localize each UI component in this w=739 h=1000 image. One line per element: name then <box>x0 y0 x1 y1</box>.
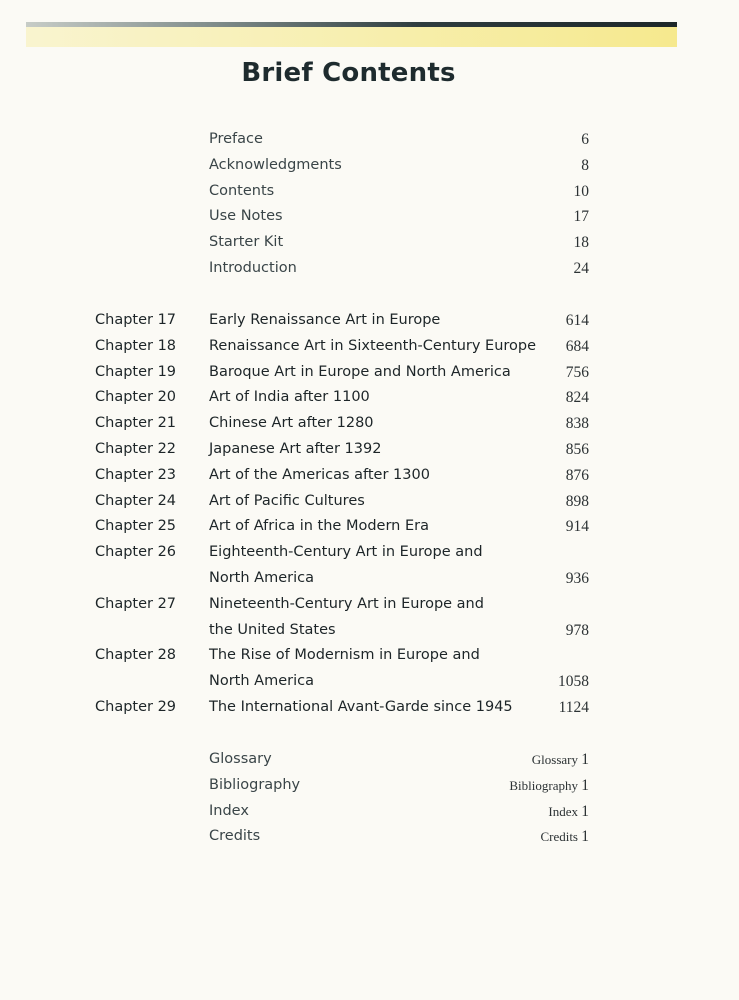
page-number: 1 <box>581 828 589 846</box>
chapter-number: Chapter 21 <box>95 415 177 432</box>
chapter-number: Chapter 19 <box>95 363 177 380</box>
page-label: Credits <box>540 829 578 845</box>
chapter-number: Chapter 22 <box>95 440 177 457</box>
header-band <box>26 27 677 47</box>
page-number: 856 <box>565 440 589 458</box>
chapter-title: Renaissance Art in Sixteenth-Century Europe <box>209 337 537 354</box>
entry-title: Bibliography <box>209 776 301 793</box>
chapter-title: Art of the Americas after 1300 <box>209 466 430 483</box>
chapter-title: Chinese Art after 1280 <box>209 415 374 432</box>
toc-entry[interactable] <box>0 747 739 773</box>
page-number: 684 <box>565 337 589 355</box>
chapter-entry[interactable] <box>0 463 739 489</box>
page-number: 24 <box>573 259 589 277</box>
chapter-entry[interactable] <box>0 411 739 437</box>
entry-title: Acknowledgments <box>209 156 342 173</box>
toc-entry[interactable] <box>0 773 739 799</box>
chapter-title: Art of Pacific Cultures <box>209 492 365 509</box>
chapter-title: the United States <box>209 621 336 638</box>
chapter-list <box>0 308 739 721</box>
chapter-entry[interactable] <box>0 308 739 334</box>
entry-title: Glossary <box>209 751 272 767</box>
chapter-title: Art of India after 1100 <box>209 389 370 406</box>
chapter-title: The Rise of Modernism in Europe and <box>209 647 480 664</box>
page-number: 914 <box>565 518 589 536</box>
page-number: 838 <box>565 415 589 433</box>
chapter-title: North America <box>209 569 314 586</box>
toc-entry[interactable] <box>0 127 739 153</box>
page-title: Brief Contents <box>241 58 456 88</box>
chapter-entry[interactable] <box>0 334 739 360</box>
toc-entry[interactable] <box>0 204 739 230</box>
toc-entry[interactable] <box>0 179 739 205</box>
chapter-entry-continued[interactable] <box>0 618 739 644</box>
entry-title: Starter Kit <box>209 234 284 251</box>
back-matter-list <box>0 747 739 850</box>
chapter-entry[interactable] <box>0 360 739 386</box>
chapter-number: Chapter 24 <box>95 492 177 509</box>
page-label: Bibliography <box>509 777 578 793</box>
chapter-entry[interactable] <box>0 540 739 566</box>
page-reference <box>509 773 589 799</box>
chapter-title: Baroque Art in Europe and North America <box>209 363 511 380</box>
page-number: 756 <box>565 363 589 381</box>
chapter-title: Nineteenth-Century Art in Europe and <box>209 595 484 612</box>
chapter-entry[interactable] <box>0 695 739 721</box>
chapter-number: Chapter 29 <box>95 698 177 715</box>
entry-title: Index <box>209 802 249 819</box>
page-number: 8 <box>581 156 589 174</box>
toc-entry[interactable] <box>0 153 739 179</box>
page-number: 898 <box>565 492 589 510</box>
page-number: 1 <box>581 776 589 794</box>
chapter-number: Chapter 26 <box>95 544 177 561</box>
chapter-title: The International Avant-Garde since 1945 <box>209 698 513 715</box>
chapter-number: Chapter 25 <box>95 518 177 535</box>
page-number: 17 <box>573 208 589 226</box>
chapter-number: Chapter 18 <box>95 337 177 354</box>
chapter-number: Chapter 28 <box>95 647 177 664</box>
chapter-entry[interactable] <box>0 489 739 515</box>
page-number: 936 <box>565 569 589 587</box>
page-label: Glossary <box>531 752 578 767</box>
entry-title: Preface <box>209 131 263 147</box>
chapter-title: Eighteenth-Century Art in Europe and <box>209 544 483 561</box>
toc-entry[interactable] <box>0 230 739 256</box>
chapter-entry-continued[interactable] <box>0 566 739 592</box>
entry-title: Contents <box>209 182 275 199</box>
page-number: 1124 <box>558 698 589 716</box>
front-matter-list <box>0 127 739 282</box>
page-number: 1 <box>581 751 589 768</box>
page-number: 10 <box>573 182 589 200</box>
chapter-title: North America <box>209 673 314 690</box>
page-number: 1058 <box>558 673 589 691</box>
page-number: 6 <box>581 131 589 148</box>
entry-title: Credits <box>209 828 261 845</box>
page-reference <box>540 824 589 850</box>
chapter-number: Chapter 27 <box>95 595 177 612</box>
chapter-entry[interactable] <box>0 592 739 618</box>
page-number: 876 <box>565 466 589 484</box>
chapter-number: Chapter 23 <box>95 466 177 483</box>
toc-entry[interactable] <box>0 256 739 282</box>
entry-title: Use Notes <box>209 208 283 225</box>
page-number: 1 <box>581 802 589 820</box>
page-label: Index <box>548 803 578 819</box>
page-number: 614 <box>565 312 589 329</box>
toc-entry[interactable] <box>0 824 739 850</box>
chapter-entry[interactable] <box>0 437 739 463</box>
page-number: 18 <box>573 234 589 252</box>
toc-entry[interactable] <box>0 799 739 825</box>
chapter-number: Chapter 20 <box>95 389 177 406</box>
chapter-entry[interactable] <box>0 385 739 411</box>
chapter-title: Japanese Art after 1392 <box>209 440 382 457</box>
chapter-title: Art of Africa in the Modern Era <box>209 518 429 535</box>
chapter-entry[interactable] <box>0 514 739 540</box>
entry-title: Introduction <box>209 259 297 276</box>
chapter-entry[interactable] <box>0 643 739 669</box>
page-number: 978 <box>565 621 589 639</box>
page-reference <box>548 799 589 825</box>
chapter-title: Early Renaissance Art in Europe <box>209 312 441 328</box>
page-number: 824 <box>565 389 589 407</box>
chapter-entry-continued[interactable] <box>0 669 739 695</box>
page-reference <box>532 747 589 773</box>
chapter-number: Chapter 17 <box>95 312 177 328</box>
